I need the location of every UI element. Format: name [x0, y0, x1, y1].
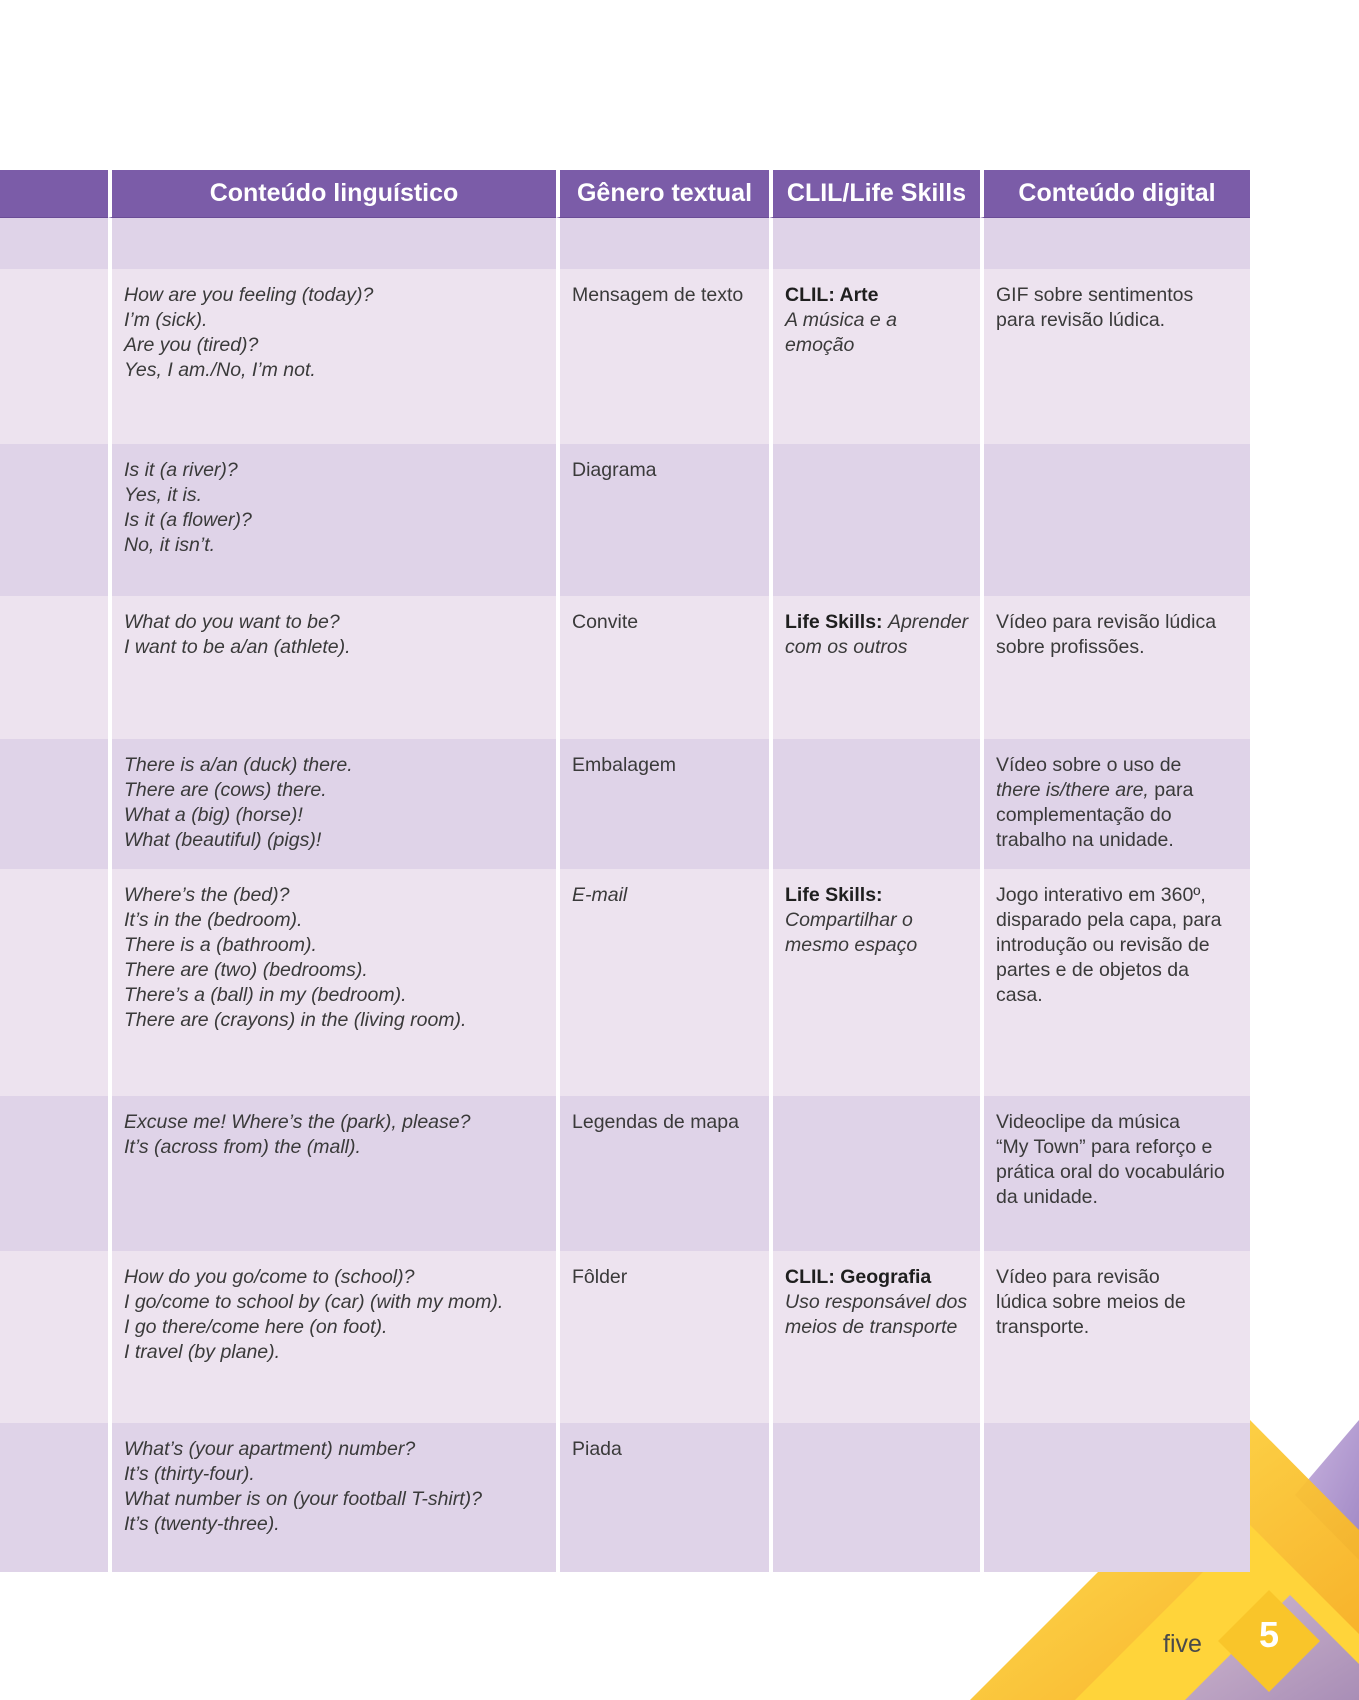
- text-line: What’s (your apartment) number?: [124, 1438, 416, 1460]
- cell-digital: [980, 1096, 1250, 1251]
- cell-genero: [556, 1423, 769, 1572]
- genero-text: Piada: [572, 1438, 622, 1460]
- clil-text: Aprender: [887, 611, 969, 633]
- cell-unit: [0, 1251, 108, 1423]
- text-line: Is it (a flower)?: [124, 509, 252, 531]
- cell-digital: [980, 869, 1250, 1096]
- table-row: [0, 444, 1250, 596]
- text-line: It’s (across from) the (mall).: [124, 1136, 361, 1158]
- cell-digital: [980, 269, 1250, 444]
- table-row: [0, 269, 1250, 444]
- genero-text: Embalagem: [572, 754, 677, 776]
- clil-label: Life Skills:: [785, 611, 883, 633]
- cell-unit: [0, 269, 108, 444]
- cell-clil: [769, 444, 980, 596]
- table-row: [0, 596, 1250, 739]
- cell-genero: [556, 269, 769, 444]
- cell-clil: [769, 869, 980, 1096]
- digital-text: Jogo interativo em 360º,: [996, 884, 1206, 906]
- digital-text: para: [1148, 779, 1194, 801]
- text-line: Are you (tired)?: [124, 334, 259, 356]
- digital-text: lúdica sobre meios de: [996, 1291, 1186, 1313]
- cell-linguistico: [108, 444, 556, 596]
- cell-genero: [556, 1251, 769, 1423]
- text-line: Where’s the (bed)?: [124, 884, 290, 906]
- text-line: There is a/an (duck) there.: [124, 754, 353, 776]
- text-line: Yes, it is.: [124, 484, 203, 506]
- digital-text: Videoclipe da música: [996, 1111, 1180, 1133]
- cell-unit: [0, 1423, 108, 1572]
- text-line: I’m (sick).: [124, 309, 208, 331]
- header-col-digital: Conteúdo digital: [980, 170, 1250, 218]
- cell-digital: [980, 444, 1250, 596]
- clil-text: Compartilhar o: [785, 909, 913, 931]
- cell-digital: [980, 218, 1250, 269]
- text-line: It’s (thirty-four).: [124, 1463, 255, 1485]
- digital-text: complementação do: [996, 804, 1172, 826]
- text-line: Yes, I am./No, I’m not.: [124, 359, 316, 381]
- digital-text: GIF sobre sentimentos: [996, 284, 1194, 306]
- digital-text: Vídeo para revisão: [996, 1266, 1160, 1288]
- digital-text: partes e de objetos da: [996, 959, 1189, 981]
- cell-unit: [0, 1096, 108, 1251]
- text-line: How are you feeling (today)?: [124, 284, 374, 306]
- genero-text: Legendas de mapa: [572, 1111, 739, 1133]
- header-col-0: [0, 170, 108, 218]
- digital-text-italic: there is/there are,: [996, 779, 1149, 801]
- cell-linguistico: [108, 218, 556, 269]
- clil-text: Uso responsável dos: [785, 1291, 968, 1313]
- table-row: [0, 1096, 1250, 1251]
- cell-unit: [0, 739, 108, 869]
- cell-unit: [0, 218, 108, 269]
- digital-text: transporte.: [996, 1316, 1090, 1338]
- text-line: There are (cows) there.: [124, 779, 327, 801]
- text-line: Excuse me! Where’s the (park), please?: [124, 1111, 471, 1133]
- text-line: I go there/come here (on foot).: [124, 1316, 388, 1338]
- cell-digital: [980, 739, 1250, 869]
- cell-genero: [556, 218, 769, 269]
- clil-text: mesmo espaço: [785, 934, 918, 956]
- cell-linguistico: [108, 269, 556, 444]
- cell-unit: [0, 869, 108, 1096]
- text-line: There are (two) (bedrooms).: [124, 959, 368, 981]
- cell-linguistico: [108, 739, 556, 869]
- clil-label: CLIL: Geografia: [785, 1266, 932, 1288]
- genero-text: Mensagem de texto: [572, 284, 744, 306]
- text-line: What (beautiful) (pigs)!: [124, 829, 322, 851]
- table-row: [0, 739, 1250, 869]
- cell-clil: [769, 269, 980, 444]
- cell-genero: [556, 869, 769, 1096]
- text-line: There are (crayons) in the (living room).: [124, 1009, 467, 1031]
- text-line: It’s in the (bedroom).: [124, 909, 303, 931]
- table-row: [0, 1251, 1250, 1423]
- cell-clil: [769, 1423, 980, 1572]
- digital-text: disparado pela capa, para: [996, 909, 1222, 931]
- table-row: [0, 218, 1250, 269]
- digital-text: da unidade.: [996, 1186, 1098, 1208]
- cell-linguistico: [108, 596, 556, 739]
- cell-genero: [556, 739, 769, 869]
- cell-unit: [0, 444, 108, 596]
- cell-unit: [0, 596, 108, 739]
- text-line: I want to be a/an (athlete).: [124, 636, 351, 658]
- page-number: 5: [1258, 1614, 1280, 1655]
- text-line: I travel (by plane).: [124, 1341, 281, 1363]
- text-line: It’s (twenty-three).: [124, 1513, 280, 1535]
- digital-text: trabalho na unidade.: [996, 829, 1174, 851]
- header-col-clil: CLIL/Life Skills: [769, 170, 980, 218]
- page-number-word: five: [1163, 1630, 1202, 1658]
- cell-digital: [980, 1423, 1250, 1572]
- digital-text: para revisão lúdica.: [996, 309, 1166, 331]
- text-line: I go/come to school by (car) (with my mom).: [124, 1291, 504, 1313]
- digital-text: “My Town” para reforço e: [996, 1136, 1213, 1158]
- cell-clil: [769, 739, 980, 869]
- digital-text: sobre profissões.: [996, 636, 1145, 658]
- table-header: [0, 170, 1250, 218]
- header-col-linguistico: Conteúdo linguístico: [108, 170, 556, 218]
- cell-digital: [980, 1251, 1250, 1423]
- cell-genero: [556, 1096, 769, 1251]
- cell-linguistico: [108, 869, 556, 1096]
- genero-text: Fôlder: [572, 1266, 628, 1288]
- clil-text: com os outros: [785, 636, 908, 658]
- text-line: Is it (a river)?: [124, 459, 238, 481]
- cell-linguistico: [108, 1251, 556, 1423]
- cell-linguistico: [108, 1096, 556, 1251]
- text-line: How do you go/come to (school)?: [124, 1266, 415, 1288]
- digital-text: prática oral do vocabulário: [996, 1161, 1225, 1183]
- cell-genero: [556, 444, 769, 596]
- cell-genero: [556, 596, 769, 739]
- cell-digital: [980, 596, 1250, 739]
- cell-clil: [769, 1251, 980, 1423]
- genero-text: Diagrama: [572, 459, 657, 481]
- cell-clil: [769, 218, 980, 269]
- digital-text: introdução ou revisão de: [996, 934, 1210, 956]
- text-line: No, it isn’t.: [124, 534, 216, 556]
- table-row: [0, 869, 1250, 1096]
- clil-text: emoção: [785, 334, 855, 356]
- header-col-genero: Gênero textual: [556, 170, 769, 218]
- digital-text: casa.: [996, 984, 1043, 1006]
- cell-clil: [769, 1096, 980, 1251]
- genero-text: Convite: [572, 611, 639, 633]
- clil-label: Life Skills:: [785, 884, 883, 906]
- text-line: What do you want to be?: [124, 611, 340, 633]
- table-row: [0, 1423, 1250, 1572]
- text-line: There is a (bathroom).: [124, 934, 317, 956]
- text-line: What a (big) (horse)!: [124, 804, 303, 826]
- text-line: What number is on (your football T-shirt)?: [124, 1488, 483, 1510]
- text-line: There’s a (ball) in my (bedroom).: [124, 984, 407, 1006]
- content-table: [0, 170, 1250, 1572]
- cell-clil: [769, 596, 980, 739]
- cell-linguistico: [108, 1423, 556, 1572]
- digital-text: Vídeo sobre o uso de: [996, 754, 1182, 776]
- genero-text: E-mail: [572, 884, 628, 906]
- clil-label: CLIL: Arte: [785, 284, 879, 306]
- clil-text: A música e a: [785, 309, 897, 331]
- clil-text: meios de transporte: [785, 1316, 958, 1338]
- digital-text: Vídeo para revisão lúdica: [996, 611, 1217, 633]
